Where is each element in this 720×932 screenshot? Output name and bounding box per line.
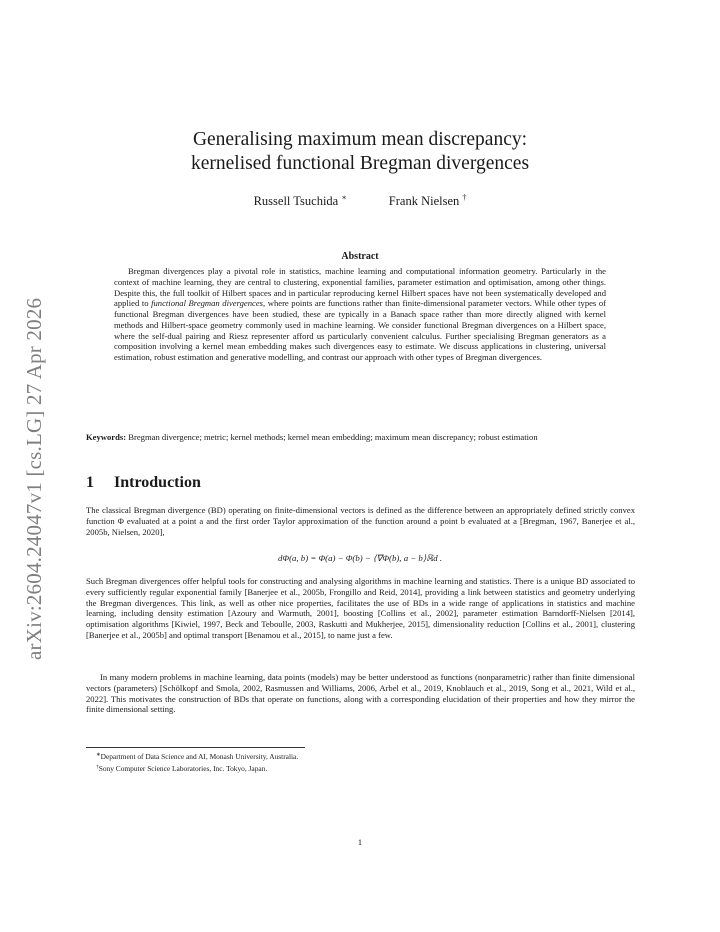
arxiv-identifier-stamp: arXiv:2604.24047v1 [cs.LG] 27 Apr 2026	[22, 297, 46, 660]
abstract-text-part-2: , where points are functions rather than finite-dimensional parameter vectors. While other types of functional Bregman divergences have been studied, these are typically in a Banach space rather than more directly aligned with kernel methods and Hilbert-space geometry commonly used in machine learning. We consider functional Bregman divergences on a Hilbert space, where the self-dual pairing and Riesz representer afford us particularly convenient calculus. Further specialising Bregman generators as a composition involving a kernel mean embedding makes such divergences easy to estimate. We discuss applications in clustering, universal estimation, robust estimation and generative modelling, and contrast our approach with other types of Bregman divergences.	[114, 298, 606, 362]
section-heading-introduction	[86, 474, 201, 492]
footnote-divider	[86, 747, 305, 748]
paper-title	[0, 128, 720, 176]
author-list	[0, 193, 720, 209]
intro-paragraph-2: Such Bregman divergences offer helpful tools for constructing and analysing algorithms in machine learning and statistics. There is a unique BD associated to every sufficiently regular exponential family [Banerjee et al., 2005b, Frongillo and Reid, 2014], providing a link between statistics and geometry underlying the Bregman divergences. This link, as well as other nice properties, facilitates the use of BDs in a wide range of applications in statistics and machine learning, including density estimation [Azoury and Warmuth, 2001], boosting [Collins et al., 2002], parameter estimation Barndorff-Nielsen [2014], optimisation algorithms [Kiwiel, 1997, Beck and Teboulle, 2003, Raskutti and Mukherjee, 2015], dimensionality reduction [Collins et al., 2001], clustering [Banerjee et al., 2005b] and optimal transport [Benamou et al., 2015], to name just a few.	[86, 576, 635, 640]
author-2-name: Frank Nielsen	[388, 194, 460, 208]
author-1-footnote-mark: ∗	[341, 193, 347, 202]
abstract-text-part-1: Bregman divergences play a pivotal role in statistics, machine learning and computational information geometry. Particularly in the context of machine learning, they are central to clustering, exponential families, parameter estimation and optimisation, among other things. Despite this, the full toolkit of Hilbert spaces and in particular reproducing kernel Hilbert spaces have not been systematically developed and applied to	[114, 266, 606, 309]
paper-title-line-2: kernelised functional Bregman divergences	[190, 153, 530, 174]
keywords-label: Keywords:	[86, 432, 127, 442]
footnote-2-text: Sony Computer Science Laboratories, Inc. Tokyo, Japan.	[98, 764, 268, 773]
intro-paragraph-1: The classical Bregman divergence (BD) operating on finite-dimensional vectors is defined as the difference between an appropriately defined strictly convex function Φ evaluated at a point a and the first order Taylor approximation of the function around a point b evaluated at a [Bregman, 1967, Banerjee et al., 2005b, Nielsen, 2020],	[86, 505, 635, 537]
author-2	[389, 193, 467, 209]
footnote-2-mark: †	[96, 764, 99, 770]
abstract-emphasis: functional Bregman divergences	[151, 298, 264, 309]
page-number: 1	[357, 837, 363, 847]
footnote-1	[96, 752, 298, 761]
author-2-footnote-mark: †	[462, 193, 467, 202]
footnote-1-text: Department of Data Science and AI, Monash University, Australia.	[100, 752, 299, 761]
intro-paragraph-3: In many modern problems in machine learning, data points (models) may be better understood as functions (nonparametric) rather than finite dimensional vectors (parameters) [Schölkopf and Smola, 2002, Rasmussen and Williams, 2006, Arbel et al., 2019, Knoblauch et al., 2019, Song et al., 2021, Wild et al., 2022]. This motivates the construction of BDs that operate on functions, along with a corresponding elucidation of their properties and how they mirror the finite dimensional setting.	[86, 672, 635, 715]
abstract-heading: Abstract	[341, 251, 379, 262]
author-1-name: Russell Tsuchida	[253, 194, 339, 208]
author-1	[254, 193, 347, 209]
section-number: 1	[86, 474, 94, 491]
paper-title-line-1: Generalising maximum mean discrepancy:	[192, 129, 528, 150]
abstract-body	[114, 266, 606, 363]
bregman-divergence-equation: dΦ(a, b) = Φ(a) − Φ(b) − ⟨∇Φ(b), a − b⟩ℝd .	[277, 553, 443, 563]
footnote-2	[96, 764, 267, 773]
footnote-1-mark: ∗	[96, 752, 101, 758]
section-title: Introduction	[114, 474, 201, 491]
keywords	[86, 432, 635, 443]
keywords-text: Bregman divergence; metric; kernel methods; kernel mean embedding; maximum mean discrepancy; robust estimation	[128, 432, 538, 442]
